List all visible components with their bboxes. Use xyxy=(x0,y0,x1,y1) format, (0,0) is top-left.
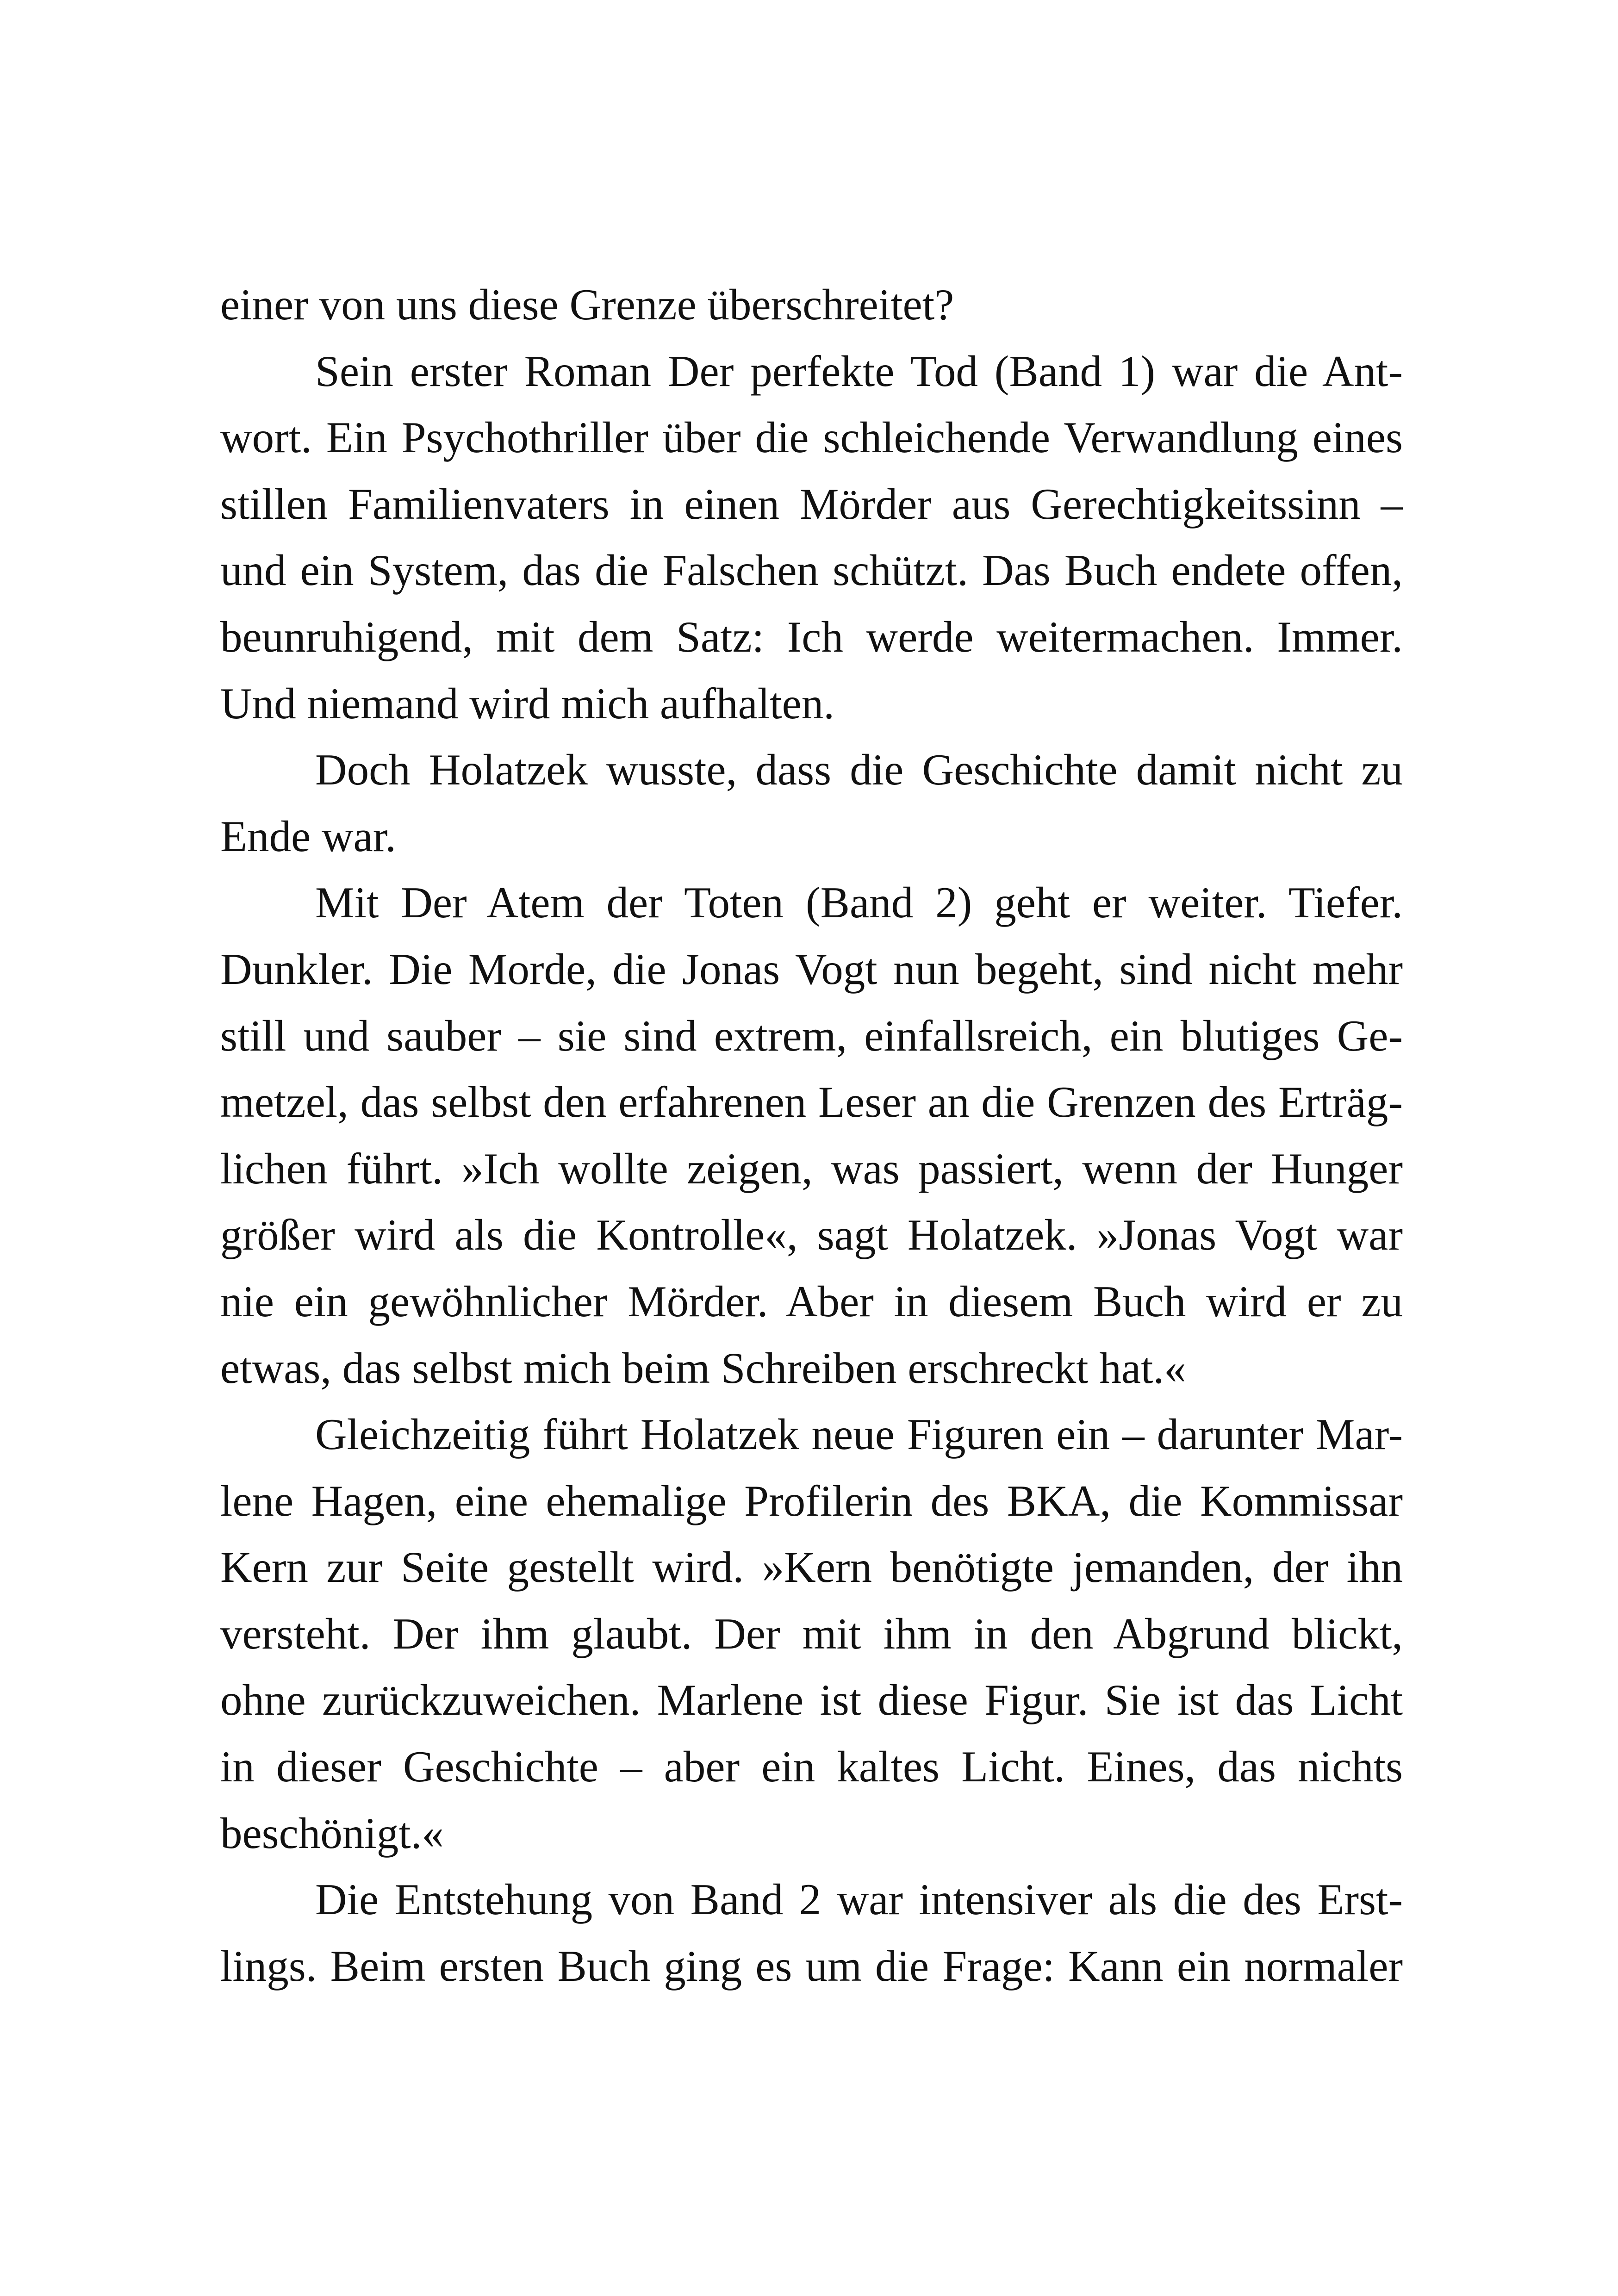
text-line: lings. Beim ersten Buch ging es um die Frage: Kann ein normaler xyxy=(220,1941,1403,1991)
text-line: metzel, das selbst den erfahrenen Leser an die Grenzen des Erträg- xyxy=(220,1077,1403,1127)
text-line: Kern zur Seite gestellt wird. »Kern benötigte jemanden, der ihn xyxy=(220,1543,1403,1592)
text-line: nie ein gewöhnlicher Mörder. Aber in diesem Buch wird er zu xyxy=(220,1276,1403,1326)
text-line: Mit Der Atem der Toten (Band 2) geht er weiter. Tiefer. xyxy=(315,878,1403,927)
text-line: still und sauber – sie sind extrem, einfallsreich, ein blutiges Ge- xyxy=(220,1011,1403,1060)
text-line: Und niemand wird mich aufhalten. xyxy=(220,678,834,728)
text-line: Gleichzeitig führt Holatzek neue Figuren ein – darunter Mar- xyxy=(315,1410,1403,1459)
text-line: lene Hagen, eine ehemalige Profilerin des BKA, die Kommissar xyxy=(220,1476,1403,1525)
text-line: lichen führt. »Ich wollte zeigen, was passiert, wenn der Hunger xyxy=(220,1144,1403,1193)
text-line: ohne zurückzuweichen. Marlene ist diese Figur. Sie ist das Licht xyxy=(220,1675,1403,1725)
text-line: wort. Ein Psychothriller über die schleichende Verwandlung eines xyxy=(220,413,1403,462)
text-line: versteht. Der ihm glaubt. Der mit ihm in den Abgrund blickt, xyxy=(220,1609,1403,1658)
text-line: stillen Familienvaters in einen Mörder aus Gerechtigkeitssinn – xyxy=(220,479,1403,529)
text-line: einer von uns diese Grenze überschreitet? xyxy=(220,280,954,329)
text-line: beunruhigend, mit dem Satz: Ich werde weitermachen. Immer. xyxy=(220,612,1403,661)
text-line: in dieser Geschichte – aber ein kaltes Licht. Eines, das nichts xyxy=(220,1742,1403,1792)
text-line: Sein erster Roman Der perfekte Tod (Band 1) war die Ant- xyxy=(315,346,1403,396)
text-line: Doch Holatzek wusste, dass die Geschichte damit nicht zu xyxy=(315,745,1403,795)
text-line: beschönigt.« xyxy=(220,1808,444,1858)
text-line: größer wird als die Kontrolle«, sagt Holatzek. »Jonas Vogt war xyxy=(220,1210,1403,1260)
text-line: und ein System, das die Falschen schützt. Das Buch endete offen, xyxy=(220,546,1403,595)
text-line: Ende war. xyxy=(220,811,396,861)
text-line: etwas, das selbst mich beim Schreiben erschreckt hat.« xyxy=(220,1343,1186,1393)
text-line: Dunkler. Die Morde, die Jonas Vogt nun begeht, sind nicht mehr xyxy=(220,944,1403,994)
text-line: Die Entstehung von Band 2 war intensiver als die des Erst- xyxy=(315,1875,1403,1924)
body-text xyxy=(220,272,1403,1999)
